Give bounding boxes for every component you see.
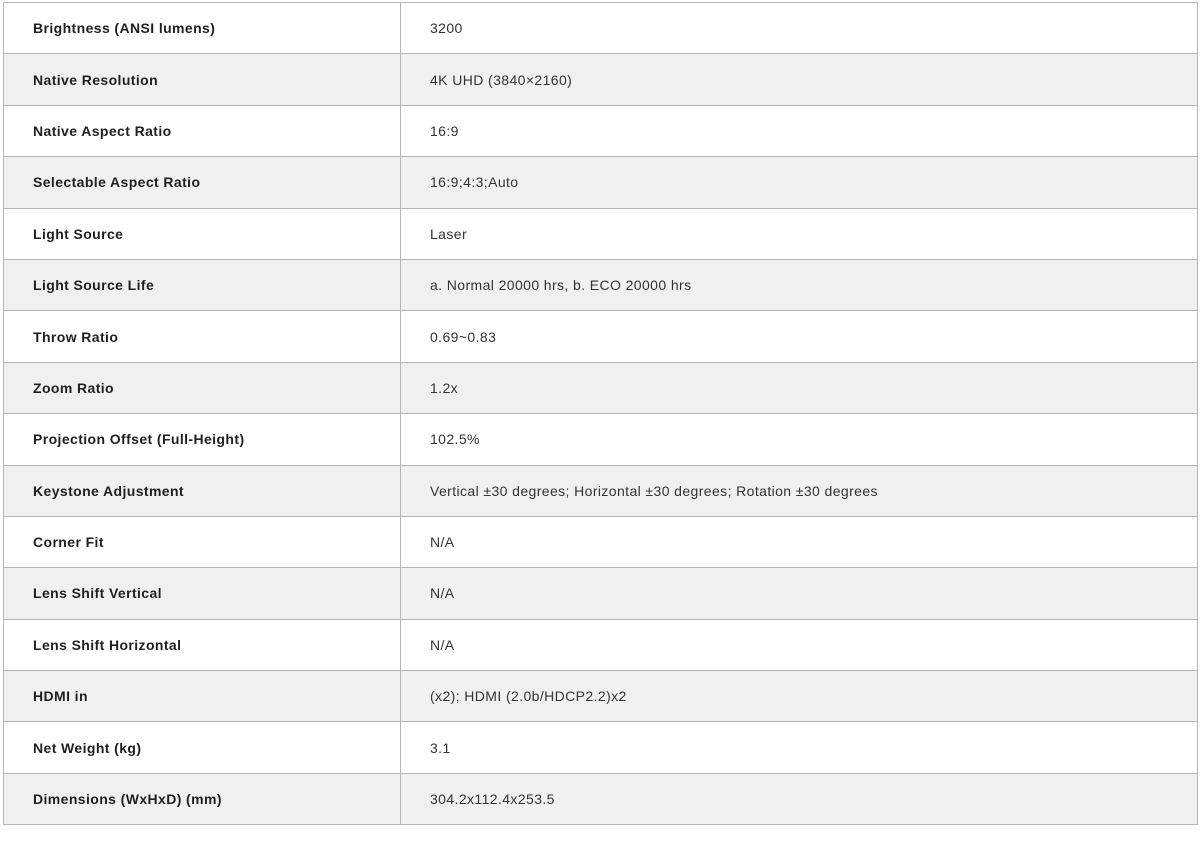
- spec-value: 3200: [401, 3, 1198, 54]
- spec-row-corner-fit: [4, 516, 1198, 567]
- spec-value: (x2); HDMI (2.0b/HDCP2.2)x2: [401, 671, 1198, 722]
- spec-label: Zoom Ratio: [4, 362, 401, 413]
- spec-label: Light Source: [4, 208, 401, 259]
- spec-row-throw-ratio: [4, 311, 1198, 362]
- spec-row-native-resolution: [4, 54, 1198, 105]
- spec-value: N/A: [401, 568, 1198, 619]
- spec-row-selectable-aspect-ratio: [4, 157, 1198, 208]
- spec-value: 3.1: [401, 722, 1198, 773]
- spec-value: N/A: [401, 516, 1198, 567]
- spec-value: 16:9: [401, 105, 1198, 156]
- spec-table: [3, 2, 1198, 825]
- spec-row-keystone-adjustment: [4, 465, 1198, 516]
- spec-label: Lens Shift Vertical: [4, 568, 401, 619]
- spec-row-light-source-life: [4, 259, 1198, 310]
- spec-value: 0.69~0.83: [401, 311, 1198, 362]
- spec-table-body: [4, 3, 1198, 825]
- spec-label: Throw Ratio: [4, 311, 401, 362]
- spec-value: Laser: [401, 208, 1198, 259]
- spec-value: a. Normal 20000 hrs, b. ECO 20000 hrs: [401, 259, 1198, 310]
- spec-label: Dimensions (WxHxD) (mm): [4, 773, 401, 824]
- spec-label: Corner Fit: [4, 516, 401, 567]
- spec-value: 1.2x: [401, 362, 1198, 413]
- spec-value: 304.2x112.4x253.5: [401, 773, 1198, 824]
- spec-row-light-source: [4, 208, 1198, 259]
- spec-label: Lens Shift Horizontal: [4, 619, 401, 670]
- spec-row-hdmi-in: [4, 671, 1198, 722]
- spec-row-dimensions: [4, 773, 1198, 824]
- spec-row-projection-offset: [4, 414, 1198, 465]
- spec-value: 16:9;4:3;Auto: [401, 157, 1198, 208]
- spec-label: Light Source Life: [4, 259, 401, 310]
- spec-value: 4K UHD (3840×2160): [401, 54, 1198, 105]
- spec-label: Native Aspect Ratio: [4, 105, 401, 156]
- spec-value: N/A: [401, 619, 1198, 670]
- spec-row-lens-shift-vertical: [4, 568, 1198, 619]
- spec-value: Vertical ±30 degrees; Horizontal ±30 degrees; Rotation ±30 degrees: [401, 465, 1198, 516]
- spec-label: Projection Offset (Full-Height): [4, 414, 401, 465]
- spec-label: Selectable Aspect Ratio: [4, 157, 401, 208]
- spec-value: 102.5%: [401, 414, 1198, 465]
- spec-row-zoom-ratio: [4, 362, 1198, 413]
- spec-row-net-weight: [4, 722, 1198, 773]
- spec-row-native-aspect-ratio: [4, 105, 1198, 156]
- spec-row-brightness: [4, 3, 1198, 54]
- spec-label: Keystone Adjustment: [4, 465, 401, 516]
- spec-row-lens-shift-horizontal: [4, 619, 1198, 670]
- spec-label: Brightness (ANSI lumens): [4, 3, 401, 54]
- spec-label: HDMI in: [4, 671, 401, 722]
- spec-label: Net Weight (kg): [4, 722, 401, 773]
- spec-label: Native Resolution: [4, 54, 401, 105]
